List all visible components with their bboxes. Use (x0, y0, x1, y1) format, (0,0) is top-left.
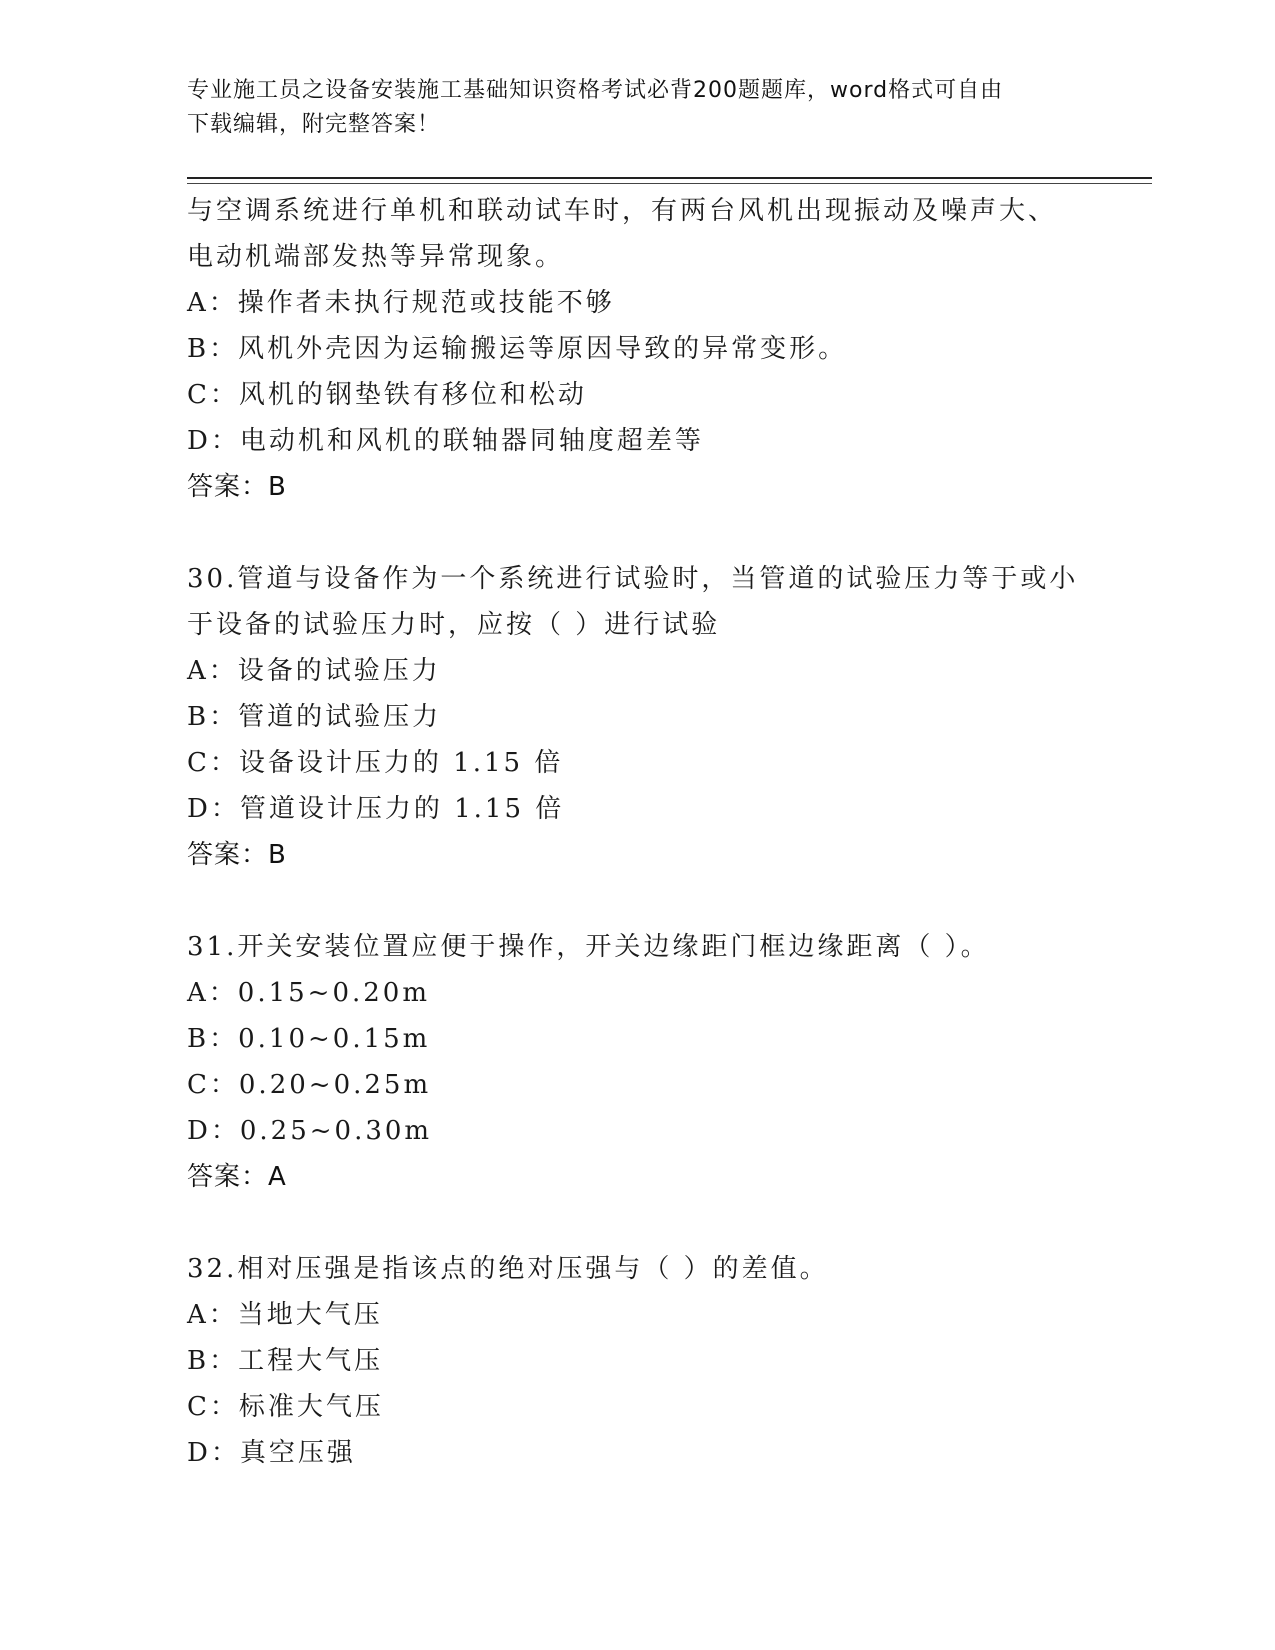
option-b: B：管道的试验压力 (187, 702, 442, 732)
spacer (187, 1200, 1087, 1246)
answer-line: 答案：B (187, 840, 287, 870)
spacer (187, 878, 1087, 924)
option-c: C：标准大气压 (187, 1392, 384, 1422)
question-stem-line: 电动机端部发热等异常现象。 (187, 242, 565, 272)
option-d: D：管道设计压力的 1.15 倍 (187, 794, 565, 824)
option-d: D：真空压强 (187, 1438, 356, 1468)
answer-line: 答案：A (187, 1162, 287, 1192)
option-b: B：工程大气压 (187, 1346, 384, 1376)
header-line-2: 下载编辑，附完整答案！ (187, 112, 441, 137)
option-c: C：0.20~0.25m (187, 1070, 432, 1100)
option-a: A：设备的试验压力 (187, 656, 441, 686)
question-stem-line: 于设备的试验压力时，应按（ ）进行试验 (187, 610, 721, 640)
question-block (187, 1246, 1087, 1476)
answer-line: 答案：B (187, 472, 287, 502)
option-d: D：0.25~0.30m (187, 1116, 433, 1146)
question-stem-line: 32.相对压强是指该点的绝对压强与（ ）的差值。 (187, 1254, 829, 1284)
question-list (187, 188, 1087, 1476)
question-block (187, 556, 1087, 878)
header-divider-thick (187, 177, 1152, 179)
question-block (187, 188, 1087, 510)
question-block (187, 924, 1087, 1200)
option-d: D：电动机和风机的联轴器同轴度超差等 (187, 426, 704, 456)
header-divider-thin (187, 183, 1152, 184)
option-a: A：操作者未执行规范或技能不够 (187, 288, 615, 318)
spacer (187, 510, 1087, 556)
option-c: C：风机的钢垫铁有移位和松动 (187, 380, 587, 410)
option-c: C：设备设计压力的 1.15 倍 (187, 748, 564, 778)
option-a: A：0.15~0.20m (187, 978, 430, 1008)
question-stem-line: 与空调系统进行单机和联动试车时，有两台风机出现振动及噪声大、 (187, 196, 1058, 226)
option-b: B：0.10~0.15m (187, 1024, 431, 1054)
option-b: B：风机外壳因为运输搬运等原因导致的异常变形。 (187, 334, 848, 364)
option-a: A：当地大气压 (187, 1300, 383, 1330)
question-stem-line: 30.管道与设备作为一个系统进行试验时，当管道的试验压力等于或小 (187, 564, 1079, 594)
question-stem-line: 31.开关安装位置应便于操作，开关边缘距门框边缘距离（ ）。 (187, 932, 990, 962)
document-header (187, 74, 1067, 142)
header-line-1: 专业施工员之设备安装施工基础知识资格考试必背200题题库，word格式可自由 (187, 78, 1004, 103)
